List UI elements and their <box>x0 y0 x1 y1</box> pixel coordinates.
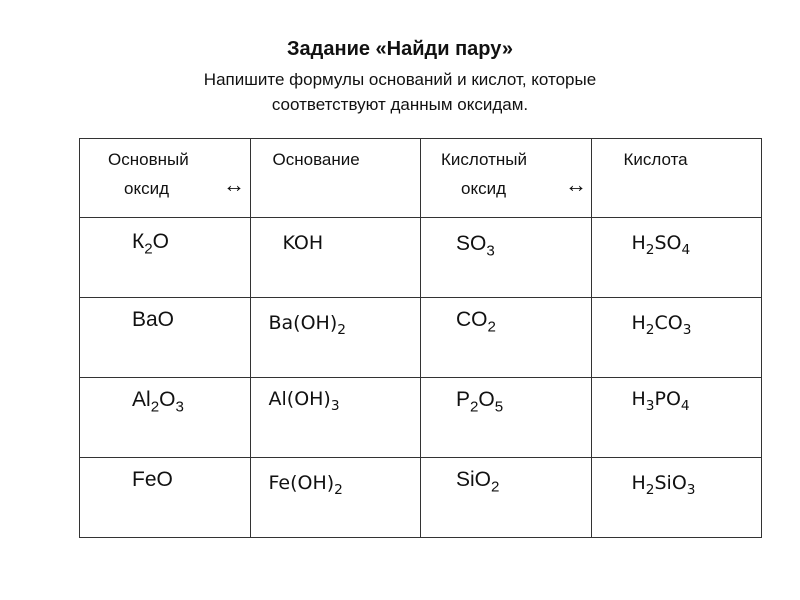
header-acidic-oxide-line2: оксид <box>461 179 506 198</box>
base-formula: $Fe(OH)_2$ <box>268 472 343 498</box>
base-formula: $Al(OH)_3$ <box>268 388 340 414</box>
base-formula: $Ba(OH)_2$ <box>268 312 346 338</box>
basic-oxide-formula: BaO <box>132 308 175 331</box>
header-acid-text: Кислота <box>623 150 688 169</box>
acid-formula: $H_2CO_3$ <box>631 312 692 338</box>
header-basic-oxide-text <box>108 145 189 203</box>
instructions-line-1: Напишите формулы оснований и кислот, которые <box>203 70 597 89</box>
basic-oxide-formula: FeO <box>132 468 173 491</box>
basic-oxide-formula: $Al_2O_3$ <box>132 388 184 416</box>
double-arrow-icon: ↔ <box>223 172 245 197</box>
acidic-oxide-formula: $P_2O_5$ <box>456 388 504 416</box>
acidic-oxide-formula: $SO_3$ <box>456 232 495 260</box>
header-basic-oxide <box>80 139 251 218</box>
table-row <box>80 218 762 298</box>
task-title: Задание «Найди пару» <box>287 38 513 60</box>
task-instructions <box>0 67 800 117</box>
header-acid <box>591 139 762 218</box>
table-row <box>80 298 762 378</box>
table-row <box>80 378 762 458</box>
basic-oxide-formula: $К_2O$ <box>132 230 169 258</box>
base-formula: KOH <box>282 232 324 254</box>
header-base-text: Основание <box>272 150 360 169</box>
table-header-row <box>80 139 762 218</box>
header-basic-oxide-line1: Основный <box>108 150 189 169</box>
header-base <box>250 139 421 218</box>
header-acidic-oxide <box>421 139 592 218</box>
header-acidic-oxide-text <box>441 145 527 203</box>
table-row <box>80 458 762 538</box>
double-arrow-icon: ↔ <box>565 172 587 197</box>
acid-formula: $H_2SiO_3$ <box>631 472 696 498</box>
header-acidic-oxide-line1: Кислотный <box>441 150 527 169</box>
acid-formula: $H_3PO_4$ <box>631 388 690 414</box>
instructions-line-2: соответствуют данным оксидам. <box>271 95 529 114</box>
oxide-pairs-table <box>79 138 762 538</box>
acid-formula: $H_2SO_4$ <box>631 232 691 258</box>
header-basic-oxide-line2: оксид <box>124 179 169 198</box>
acidic-oxide-formula: SiO$_2$ <box>456 468 500 496</box>
acidic-oxide-formula: $CO_2$ <box>456 308 496 336</box>
